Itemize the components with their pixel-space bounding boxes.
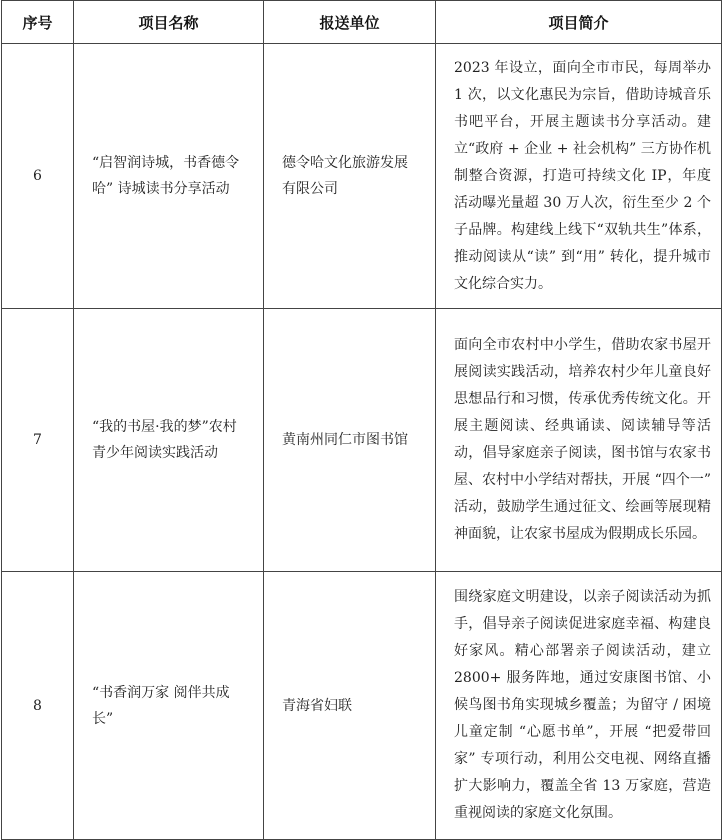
header-submitting-unit: 报送单位 [264,1,436,44]
row-submitting-unit: 黄南州同仁市图书馆 [264,309,436,572]
row-seq: 6 [2,44,74,309]
table-row [2,572,722,840]
row-submitting-unit: 青海省妇联 [264,572,436,840]
header-seq: 序号 [2,1,74,44]
row-project-name: “启智润诗城，书香德令哈” 诗城读书分享活动 [74,44,264,309]
table-row [2,44,722,309]
project-table [1,0,722,840]
row-project-name: “我的书屋·我的梦”农村青少年阅读实践活动 [74,309,264,572]
row-project-intro: 围绕家庭文明建设，以亲子阅读活动为抓手，倡导亲子阅读促进家庭幸福、构建良好家风。精心部署亲子阅读活动，建立 2800+ 服务阵地，通过安康图书馆、小候鸟图书角实现城乡覆盖；为留守 / 困境儿童定制 “心愿书单”，开展 “把爱带回家” 专项行动，利用公交电视、网络直播扩大影响力，覆盖全省 13 万家庭，营造重视阅读的家庭文化氛围。 [436,572,722,840]
table-row [2,309,722,572]
row-project-intro: 面向全市农村中小学生，借助农家书屋开展阅读实践活动，培养农村少年儿童良好思想品行和习惯，传承优秀传统文化。开展主题阅读、经典诵读、阅读辅导等活动，倡导家庭亲子阅读，图书馆与农家书屋、农村中小学结对帮扶，开展 “四个一” 活动，鼓励学生通过征文、绘画等展现精神面貌，让农家书屋成为假期成长乐园。 [436,309,722,572]
row-seq: 7 [2,309,74,572]
row-project-name: “书香润万家 阅伴共成长” [74,572,264,840]
row-project-intro: 2023 年设立，面向全市市民，每周举办 1 次，以文化惠民为宗旨，借助诗城音乐书吧平台，开展主题读书分享活动。建立“政府 + 企业 + 社会机构” 三方协作机制整合资源，打造可持续文化 IP，年度活动曝光量超 30 万人次，衍生至少 2 个子品牌。构建线上线下“双轨共生”体系，推动阅读从“读” 到“用” 转化，提升城市文化综合实力。 [436,44,722,309]
row-seq: 8 [2,572,74,840]
header-project-intro: 项目简介 [436,1,722,44]
header-project-name: 项目名称 [74,1,264,44]
row-submitting-unit: 德令哈文化旅游发展有限公司 [264,44,436,309]
header-row [2,1,722,44]
